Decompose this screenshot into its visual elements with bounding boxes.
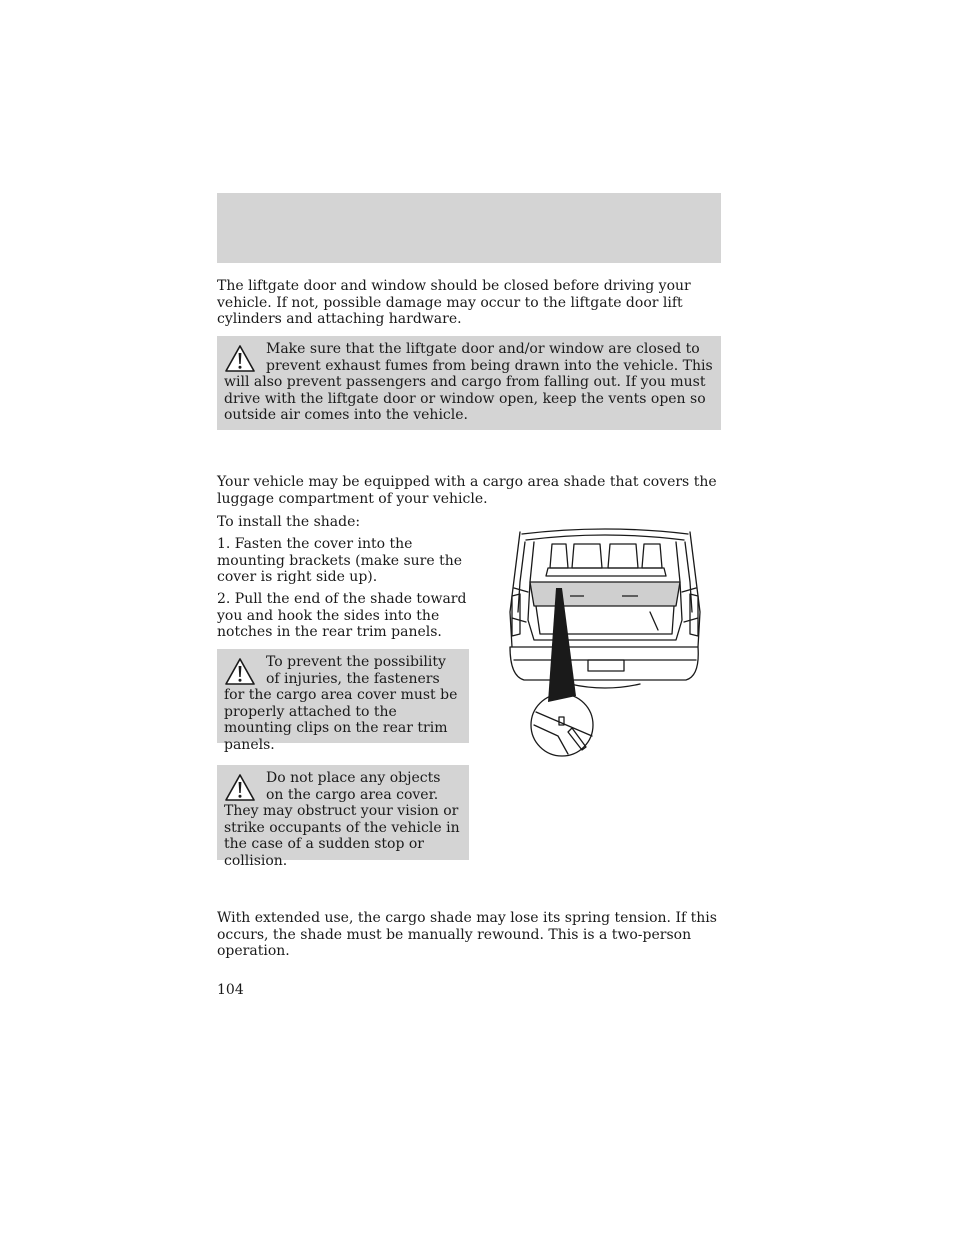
install-heading: To install the shade: — [217, 514, 361, 530]
warning-triangle-icon — [224, 657, 256, 687]
warning-triangle-icon — [224, 344, 256, 374]
warning-box-objects — [217, 765, 469, 869]
liftgate-intro-paragraph: The liftgate door and window should be closed before driving your vehicle. If not, possible damage may occur to the liftgate door lift cylinders and attaching hardware. — [217, 278, 691, 327]
install-step-1: 1. Fasten the cover into the mounting brackets (make sure the cover is right side up). — [217, 536, 462, 585]
cargo-shade-intro-paragraph: Your vehicle may be equipped with a cargo area shade that covers the luggage compartment of your vehicle. — [217, 474, 717, 507]
warning-text: Do not place any objects on the cargo area cover. They may obstruct your vision or strike occupants of the vehicle in the case of a sudden stop or collision. — [224, 770, 460, 869]
cargo-shade-illustration — [500, 522, 710, 760]
section-header-bar — [217, 193, 721, 263]
warning-text: Make sure that the liftgate door and/or window are closed to prevent exhaust fumes from being drawn into the vehicle. This will also prevent passengers and cargo from falling out. If you must drive with the liftgate door or window open, keep the vents open so outside air comes into the vehicle. — [224, 341, 713, 423]
page-number: 104 — [217, 982, 244, 998]
warning-box-fasteners — [217, 649, 469, 753]
rewind-paragraph: With extended use, the cargo shade may lose its spring tension. If this occurs, the shade must be manually rewound. This is a two-person operation. — [217, 910, 717, 959]
install-step-2: 2. Pull the end of the shade toward you and hook the sides into the notches in the rear trim panels. — [217, 591, 467, 640]
warning-text: To prevent the possibility of injuries, the fasteners for the cargo area cover must be properly attached to the mounting clips on the rear trim panels. — [224, 654, 458, 753]
warning-triangle-icon — [224, 773, 256, 803]
warning-box-exhaust — [217, 336, 721, 430]
